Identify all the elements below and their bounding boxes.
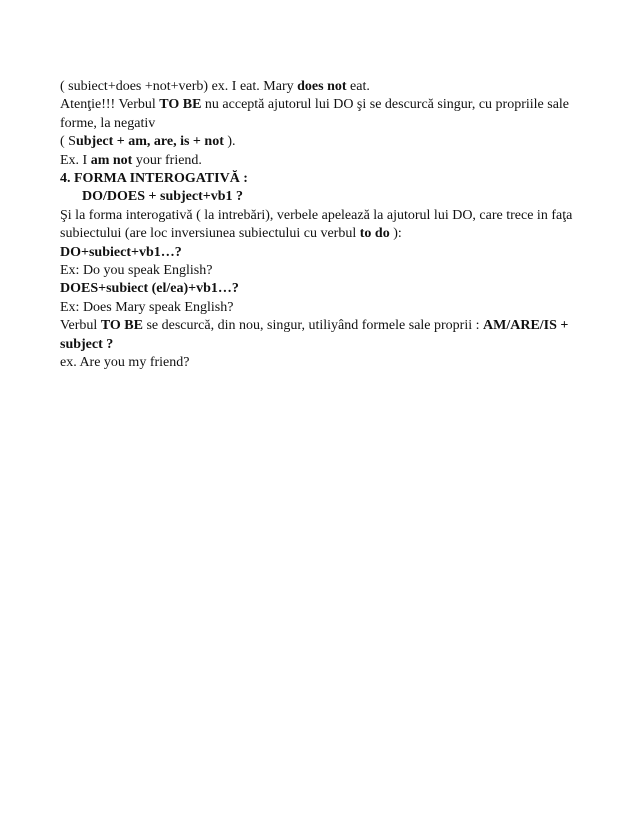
- section-heading-interrogative: 4. FORMA INTEROGATIVĂ :: [60, 171, 248, 187]
- text-run: ):: [389, 226, 402, 242]
- text-run: ( S: [60, 134, 76, 150]
- bold-run: TO BE: [100, 318, 143, 334]
- bold-run: AM/ARE/IS + subject ?: [60, 318, 569, 352]
- text-run: se descurcă, din nou, singur, utiliyând formele sale proprii :: [142, 318, 484, 334]
- to-be-note-paragraph: [60, 96, 590, 133]
- text-run: your friend.: [132, 152, 202, 168]
- bold-run: to do: [359, 226, 390, 242]
- interrogative-formula: DO/DOES + subject+vb1 ?: [82, 189, 244, 205]
- to-be-interrogative-example-line: ex. Are you my friend?: [60, 355, 190, 371]
- text-run: ( subiect+does +not+verb) ex. I eat. Mary: [60, 79, 298, 94]
- bold-run: TO BE: [159, 97, 202, 113]
- do-example-line: Ex: Do you speak English?: [60, 263, 213, 279]
- do-formula-line: DO+subiect+vb1…?: [60, 244, 182, 260]
- to-be-interrogative-paragraph: [60, 317, 590, 354]
- interrogative-explanation-paragraph: [60, 207, 590, 244]
- bold-run: ubject + am, are, is + not: [75, 134, 224, 150]
- to-be-negative-formula-line: [60, 133, 590, 151]
- text-run: Atenţie!!! Verbul: [60, 97, 160, 113]
- text-run: nu acceptă ajutorul lui DO şi se descurcă singur, cu propriile sale forme, la negativ: [60, 97, 570, 131]
- to-be-negative-example-line: [60, 152, 590, 170]
- text-run: eat.: [346, 79, 370, 94]
- bold-run: am not: [90, 152, 133, 168]
- does-formula-line: DOES+subiect (el/ea)+vb1…?: [60, 281, 239, 297]
- does-example-line: Ex: Does Mary speak English?: [60, 299, 234, 315]
- text-run: Verbul: [60, 318, 101, 334]
- text-run: Şi la forma interogativă ( la intrebări), verbele apelează la ajutorul lui DO, care trece in faţa subiectului (are loc inversiunea subiectului cu verbul: [60, 207, 573, 242]
- text-run: Ex. I: [60, 152, 91, 168]
- bold-run: does not: [297, 79, 347, 94]
- document-body: [60, 78, 590, 373]
- text-run: ).: [223, 134, 236, 150]
- negative-form-example-line: [60, 78, 590, 96]
